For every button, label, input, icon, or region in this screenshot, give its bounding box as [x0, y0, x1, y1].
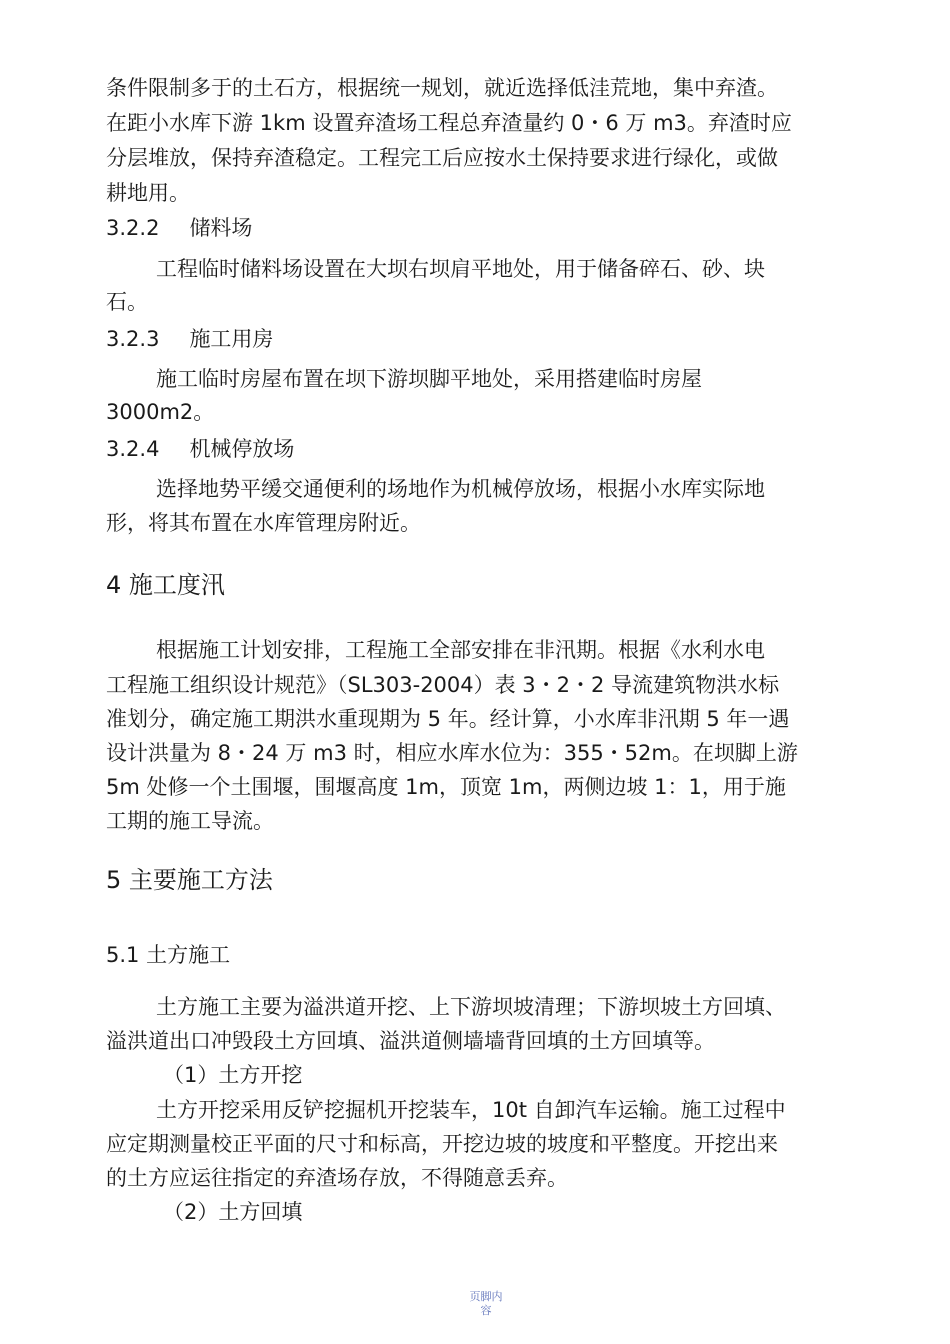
- section-number: 3.2.3: [106, 327, 160, 351]
- list-item-heading: （1）土方开挖: [163, 1063, 303, 1087]
- paragraph-line: 的土方应运往指定的弃渣场存放，不得随意丢弃。: [106, 1166, 568, 1190]
- paragraph-line: 条件限制多于的土石方，根据统一规划，就近选择低洼荒地，集中弃渣。: [106, 76, 778, 100]
- section-title: 储料场: [189, 216, 253, 240]
- section-heading-5-1: 5.1 土方施工: [106, 943, 231, 967]
- paragraph-line: 分层堆放，保持弃渣稳定。工程完工后应按水土保持要求进行绿化，或做: [106, 146, 778, 170]
- section-title: 机械停放场: [189, 437, 295, 461]
- paragraph-line: 石。: [106, 290, 148, 314]
- paragraph-line: 土方施工主要为溢洪道开挖、上下游坝坡清理；下游坝坡土方回填、: [156, 995, 786, 1019]
- paragraph-line: 应定期测量校正平面的尺寸和标高，开挖边坡的坡度和平整度。开挖出来: [106, 1132, 778, 1156]
- paragraph-line: 工程施工组织设计规范》（SL303-2004）表 3・2・2 导流建筑物洪水标: [106, 673, 780, 697]
- paragraph-line: 施工临时房屋布置在坝下游坝脚平地处，采用搭建临时房屋: [156, 367, 702, 391]
- paragraph-line: 形，将其布置在水库管理房附近。: [106, 511, 421, 535]
- paragraph-line: 工期的施工导流。: [106, 809, 274, 833]
- footer-line: 容: [480, 1304, 492, 1317]
- chapter-heading-4: 4 施工度汛: [106, 571, 225, 599]
- section-number: 3.2.4: [106, 437, 160, 461]
- section-heading-3-2-3: [106, 324, 273, 354]
- section-title: 施工用房: [189, 327, 274, 351]
- section-heading-3-2-4: [106, 434, 294, 464]
- section-heading-3-2-2: [106, 213, 252, 243]
- paragraph-line: 工程临时储料场设置在大坝右坝肩平地处，用于储备碎石、砂、块: [156, 257, 765, 281]
- paragraph-line: 3000m2。: [106, 400, 215, 424]
- chapter-heading-5: 5 主要施工方法: [106, 866, 273, 894]
- paragraph-line: 耕地用。: [106, 181, 190, 205]
- paragraph-line: 在距小水库下游 1km 设置弃渣场工程总弃渣量约 0・6 万 m3。弃渣时应: [106, 111, 792, 135]
- paragraph-line: 设计洪量为 8・24 万 m3 时，相应水库水位为：355・52m。在坝脚上游: [106, 741, 798, 765]
- paragraph-line: 溢洪道出口冲毁段土方回填、溢洪道侧墙墙背回填的土方回填等。: [106, 1029, 715, 1053]
- paragraph-line: 土方开挖采用反铲挖掘机开挖装车，10t 自卸汽车运输。施工过程中: [156, 1098, 786, 1122]
- page-footer: [466, 1290, 506, 1318]
- section-number: 3.2.2: [106, 216, 160, 240]
- paragraph-line: 5m 处修一个土围堰，围堰高度 1m，顶宽 1m，两侧边坡 1：1，用于施: [106, 775, 786, 799]
- paragraph-line: 选择地势平缓交通便利的场地作为机械停放场，根据小水库实际地: [156, 477, 765, 501]
- list-item-heading: （2）土方回填: [163, 1200, 303, 1224]
- paragraph-line: 根据施工计划安排，工程施工全部安排在非汛期。根据《水利水电: [156, 638, 765, 662]
- paragraph-line: 准划分，确定施工期洪水重现期为 5 年。经计算，小水库非汛期 5 年一遇: [106, 707, 790, 731]
- footer-line: 页脚内: [469, 1290, 503, 1303]
